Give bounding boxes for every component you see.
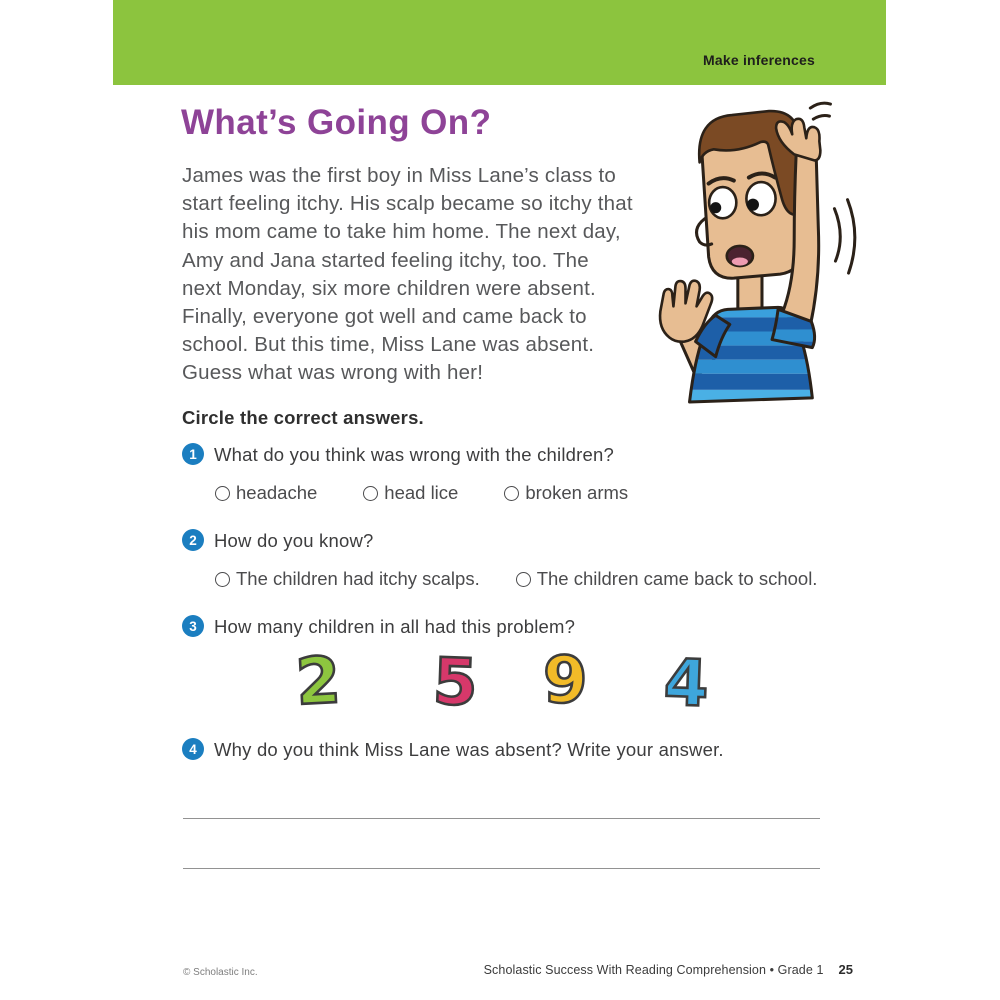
question-1-text: What do you think was wrong with the children? [214, 444, 614, 465]
answer-write-line[interactable] [183, 818, 820, 819]
question-1-options [215, 482, 628, 504]
question-1 [182, 443, 614, 466]
header-bar [113, 0, 886, 85]
passage-line: Amy and Jana started feeling itchy, too. The [182, 248, 589, 272]
number-choice-5[interactable]: 5 [431, 645, 479, 721]
answer-option[interactable] [215, 568, 480, 590]
passage-line: Guess what was wrong with her! [182, 361, 484, 385]
question-3 [182, 615, 575, 638]
option-label: headache [236, 482, 318, 503]
passage-line: next Monday, six more children were absent. [182, 276, 596, 300]
skill-tag: Make inferences [703, 52, 815, 68]
option-label: The children came back to school. [536, 568, 818, 589]
passage-line: Finally, everyone got well and came back to [182, 305, 587, 329]
number-choice-2[interactable]: 2 [294, 643, 343, 721]
question-3-number-badge: 3 [182, 615, 204, 637]
answer-circle[interactable] [215, 572, 230, 587]
answer-circle[interactable] [504, 486, 519, 501]
answer-circle[interactable] [215, 486, 230, 501]
boy-scratching-head-illustration [643, 98, 883, 410]
copyright-notice: © Scholastic Inc. [183, 967, 258, 978]
page-title: What’s Going On? [181, 103, 492, 142]
answer-option[interactable] [504, 482, 628, 504]
page-number: 25 [838, 962, 853, 977]
passage-line: school. But this time, Miss Lane was absent. [182, 333, 595, 357]
answer-option[interactable] [516, 568, 818, 590]
option-label: broken arms [525, 482, 629, 503]
question-2-number-badge: 2 [182, 529, 204, 551]
question-2-options [215, 568, 817, 590]
footer [484, 962, 853, 977]
answer-option[interactable] [363, 482, 458, 504]
option-label: The children had itchy scalps. [236, 568, 480, 589]
question-2-text: How do you know? [214, 530, 374, 551]
question-2 [182, 529, 374, 552]
passage-line: his mom came to take him home. The next day, [182, 220, 621, 244]
question-3-text: How many children in all had this problem? [214, 616, 576, 637]
question-1-number-badge: 1 [182, 443, 204, 465]
answer-circle[interactable] [363, 486, 378, 501]
answer-option[interactable] [215, 482, 317, 504]
question-4-number-badge: 4 [182, 738, 204, 760]
number-choice-9[interactable]: 9 [543, 644, 588, 718]
instructions: Circle the correct answers. [182, 407, 424, 428]
passage-line: start feeling itchy. His scalp became so itchy that [182, 192, 633, 216]
answer-write-line[interactable] [183, 868, 820, 869]
question-4 [182, 738, 724, 761]
book-series-title: Scholastic Success With Reading Comprehension • Grade 1 [483, 963, 824, 977]
option-label: head lice [384, 482, 459, 503]
number-choice-4[interactable]: 4 [662, 646, 710, 722]
question-4-text: Why do you think Miss Lane was absent? Write your answer. [214, 739, 724, 760]
passage-line: James was the first boy in Miss Lane’s class to [182, 164, 616, 187]
reading-passage [182, 162, 633, 388]
answer-circle[interactable] [516, 572, 531, 587]
